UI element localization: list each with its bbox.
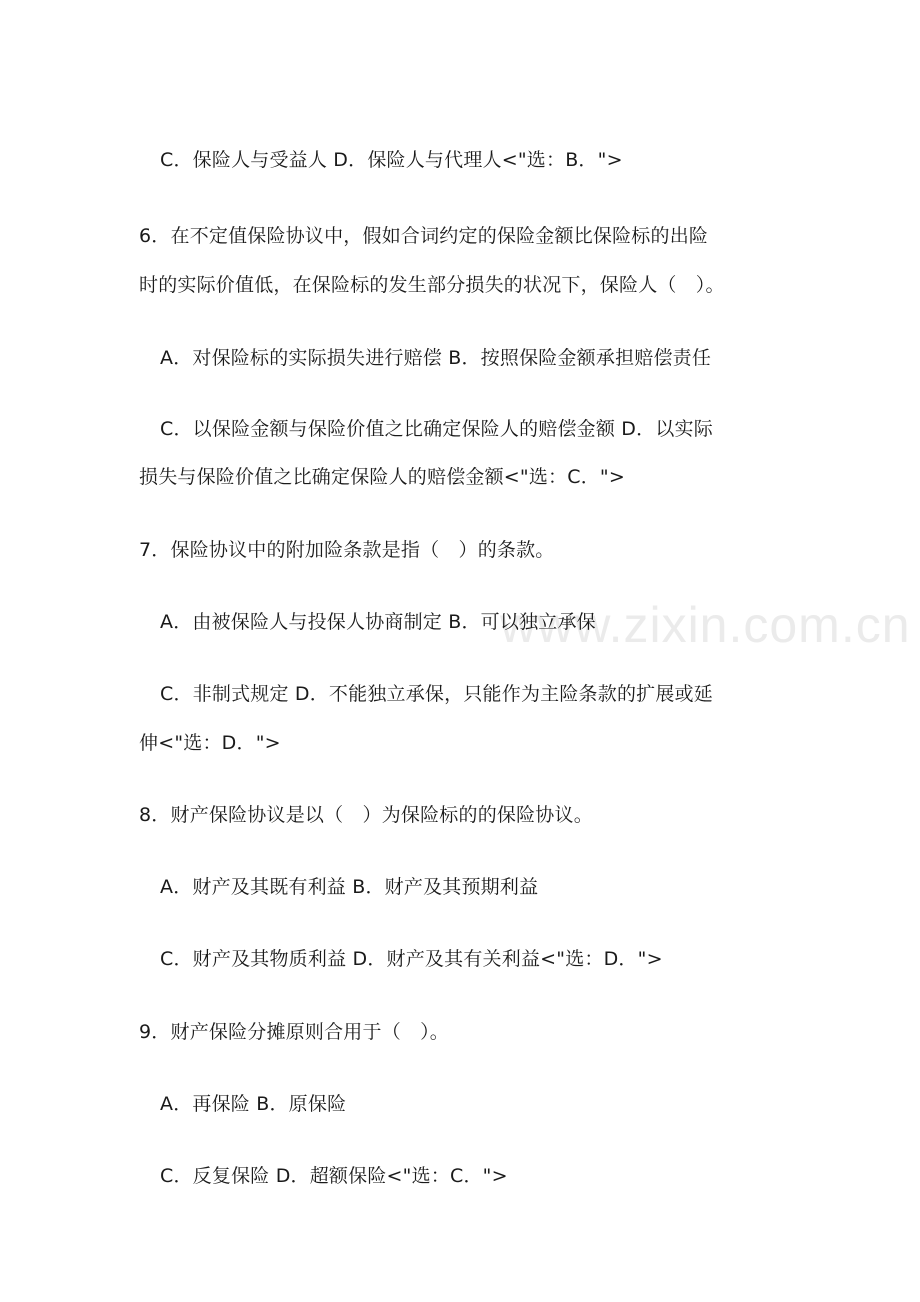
option-line: C．以保险金额与保险价值之比确定保险人的赔偿金额 D．以实际 xyxy=(160,418,713,440)
option-line: C．财产及其物质利益 D．财产及其有关利益<"选：D．"> xyxy=(160,948,663,970)
option-line-continued: 伸<"选：D．"> xyxy=(139,732,281,754)
option-line: C．保险人与受益人 D．保险人与代理人<"选：B．"> xyxy=(160,149,623,171)
watermark: www.zixin.com.cn xyxy=(500,597,911,653)
option-line: C．反复保险 D．超额保险<"选：C．"> xyxy=(160,1165,508,1187)
question-line: 9．财产保险分摊原则合用于（ ）。 xyxy=(139,1021,449,1043)
option-line: A．再保险 B．原保险 xyxy=(160,1093,347,1115)
option-line: A．对保险标的实际损失进行赔偿 B．按照保险金额承担赔偿责任 xyxy=(160,347,712,369)
option-line: A．由被保险人与投保人协商制定 B．可以独立承保 xyxy=(160,611,596,633)
option-line: C．非制式规定 D．不能独立承保，只能作为主险条款的扩展或延 xyxy=(160,683,713,705)
question-line: 时的实际价值低，在保险标的发生部分损失的状况下，保险人（ ）。 xyxy=(139,274,725,296)
question-line: 8．财产保险协议是以（ ）为保险标的的保险协议。 xyxy=(139,804,593,826)
option-line: A．财产及其既有利益 B．财产及其预期利益 xyxy=(160,876,539,898)
question-line: 7．保险协议中的附加险条款是指（ ）的条款。 xyxy=(139,539,555,561)
question-line: 6．在不定值保险协议中，假如合词约定的保险金额比保险标的出险 xyxy=(139,225,709,247)
option-line-continued: 损失与保险价值之比确定保险人的赔偿金额<"选：C．"> xyxy=(139,466,625,488)
